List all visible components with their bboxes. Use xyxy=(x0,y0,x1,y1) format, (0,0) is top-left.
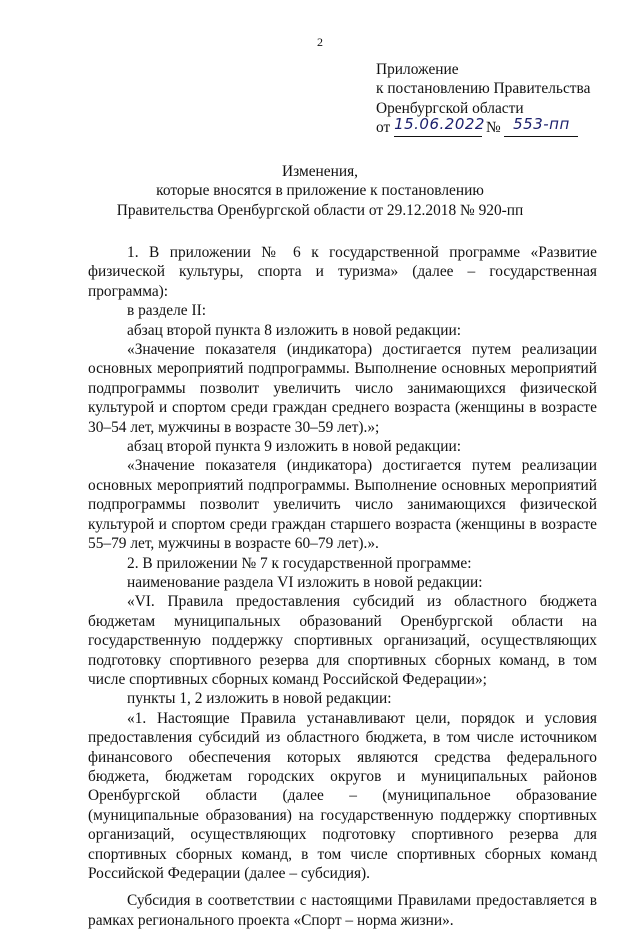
paragraph: 2. В приложении № 7 к государственной программе: xyxy=(127,554,472,572)
number-sign: № xyxy=(485,119,501,137)
date-field xyxy=(394,115,485,137)
handwritten-date: 15.06.2022 xyxy=(394,115,485,134)
page-number: 2 xyxy=(317,35,323,49)
paragraph: в разделе II: xyxy=(127,302,206,320)
title-line-2: которые вносятся в приложение к постановлению xyxy=(156,182,484,200)
number-field xyxy=(504,115,578,137)
paragraph: «Значение показателя (индикатора) достигается путем реализации основных мероприятий подпрограммы. Выполнение основных мероприятий подпрограммы позволит увеличить число занимающихся физической культурой и спортом среди граждан старшего возраста (женщины в возрасте 55–79 лет, мужчины в возрасте 60–79 лет).». xyxy=(88,457,597,553)
approval-line-2: к постановлению Правительства xyxy=(376,80,591,98)
paragraph: «VI. Правила предоставления субсидий из областного бюджета бюджетам муниципальных образований Оренбургской области на государственную поддержку спортивных организаций, осуществляющих подготовку спортивного резерва для спортивных сборных команд, в том числе спортивных сборных команд Российской Федерации»; xyxy=(88,593,597,688)
paragraph: Субсидия в соответствии с настоящими Правилами предоставляется в рамках регионального проекта «Спорт – норма жизни». xyxy=(88,892,597,929)
approval-date-line xyxy=(376,115,626,137)
approval-line-3: Оренбургской области xyxy=(376,99,524,117)
approval-line-1: Приложение xyxy=(376,61,459,78)
paragraph: «1. Настоящие Правила устанавливают цели, порядок и условия предоставления субсидий из областного бюджета, в том числе источником финансового обеспечения которых являются средства федерального бюджета, бюджетам городских округов и муниципальных районов Оренбургской области (далее – (муниципальное образование (муниципальные образования) на государственную поддержку спортивных организаций, осуществляющих подготовку спортивного резерва для спортивных сборных команд, в том числе спортивных сборных команд Российской Федерации (далее – субсидия). xyxy=(88,709,597,882)
title-line-3: Правительства Оренбургской области от 29.12.2018 № 920-пп xyxy=(116,201,524,219)
paragraph: абзац второй пункта 9 изложить в новой редакции: xyxy=(127,438,462,456)
document-body xyxy=(88,243,597,930)
paragraph: 1. В приложении № 6 к государственной программе «Развитие физической культуры, спорта и туризма» (далее – государственная программа): xyxy=(88,244,597,300)
approval-block xyxy=(376,60,626,138)
paragraph: «Значение показателя (индикатора) достигается путем реализации основных мероприятий подпрограммы. Выполнение основных мероприятий подпрограммы позволит увеличить число занимающихся физической культурой и спортом среди граждан среднего возраста (женщины в возрасте 30–54 лет, мужчины в возрасте 30–59 лет).»; xyxy=(88,341,597,436)
handwritten-number: 553-пп xyxy=(513,115,570,134)
paragraph: абзац второй пункта 8 изложить в новой редакции: xyxy=(127,321,462,339)
paragraph: наименование раздела VI изложить в новой редакции: xyxy=(127,573,483,591)
title-line-1: Изменения, xyxy=(281,163,358,180)
paragraph: пункты 1, 2 изложить в новой редакции: xyxy=(127,690,392,708)
date-prefix: от xyxy=(376,119,391,137)
document-title xyxy=(0,162,640,220)
